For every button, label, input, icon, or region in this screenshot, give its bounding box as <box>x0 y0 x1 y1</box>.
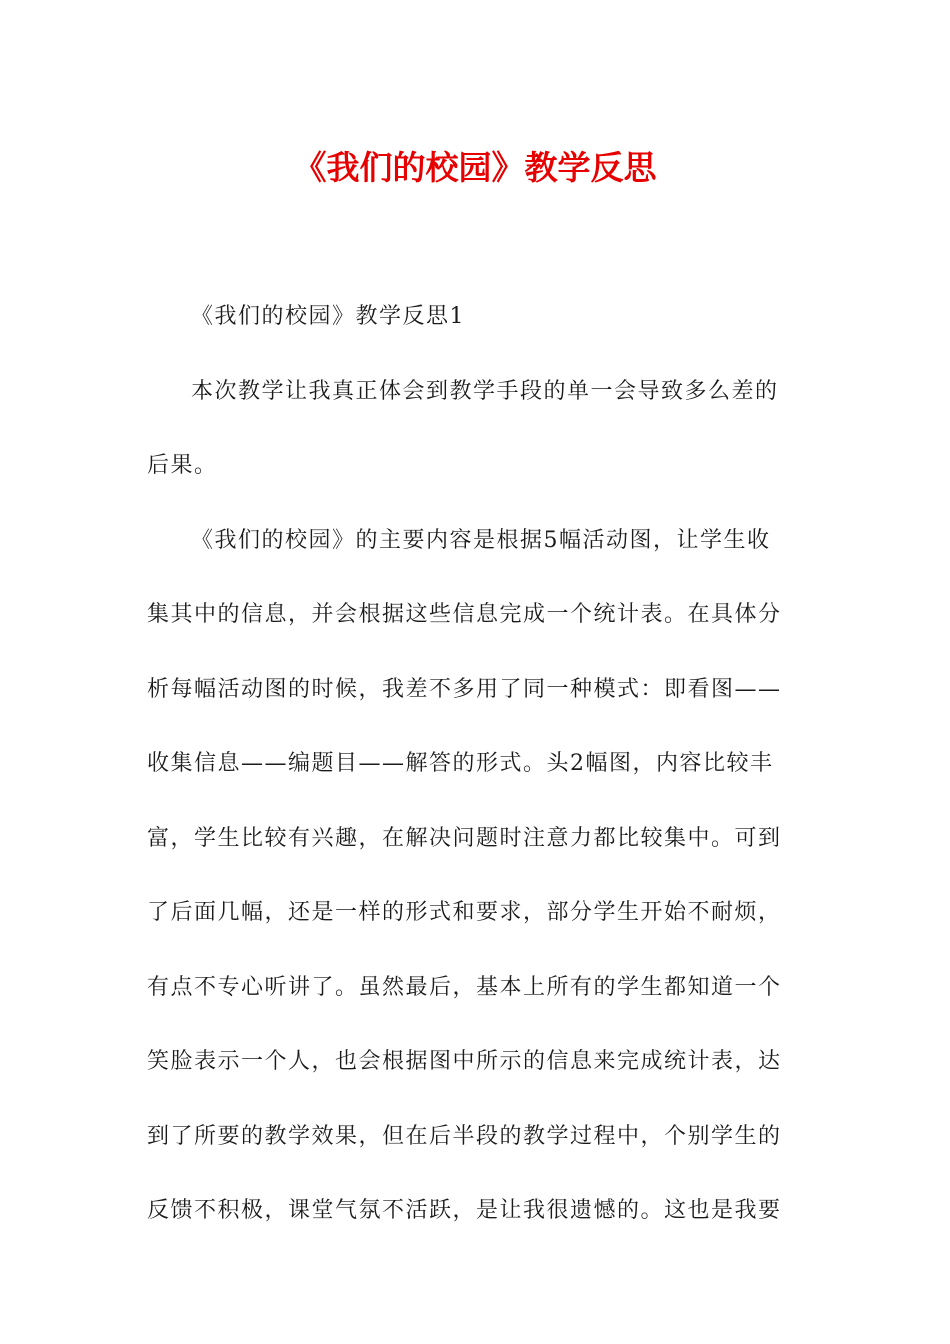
paragraph-line: 《我们的校园》的主要内容是根据5幅活动图，让学生收 <box>191 527 771 553</box>
paragraph-line: 集其中的信息，并会根据这些信息完成一个统计表。在具体分 <box>147 602 782 627</box>
paragraph-line: 到了所要的教学效果，但在后半段的教学过程中，个别学生的 <box>147 1123 782 1149</box>
paragraph-line: 反馈不积极，课堂气氛不活跃，是让我很遗憾的。这也是我要 <box>147 1198 782 1223</box>
section-heading <box>147 280 807 355</box>
paragraph-line: 了后面几幅，还是一样的形式和要求，部分学生开始不耐烦， <box>147 900 782 925</box>
section-heading-text: 《我们的校园》教学反思1 <box>191 304 465 329</box>
document-title: 《我们的校园》教学反思 <box>293 148 657 187</box>
paragraph-1 <box>147 355 807 504</box>
paragraph-2 <box>147 504 807 1249</box>
paragraph-line: 本次教学让我真正体会到教学手段的单一会导致多么差的 <box>191 378 779 404</box>
paragraph-line: 收集信息——编题目——解答的形式。头2幅图，内容比较丰 <box>147 751 774 776</box>
paragraph-line: 析每幅活动图的时候，我差不多用了同一种模式：即看图—— <box>147 676 782 702</box>
paragraph-line: 有点不专心听讲了。虽然最后，基本上所有的学生都知道一个 <box>147 974 782 1000</box>
paragraph-line: 富，学生比较有兴趣，在解决问题时注意力都比较集中。可到 <box>147 825 782 851</box>
document-body <box>147 280 807 1249</box>
paragraph-line: 笑脸表示一个人，也会根据图中所示的信息来完成统计表，达 <box>147 1049 782 1074</box>
paragraph-line: 后果。 <box>147 453 218 478</box>
